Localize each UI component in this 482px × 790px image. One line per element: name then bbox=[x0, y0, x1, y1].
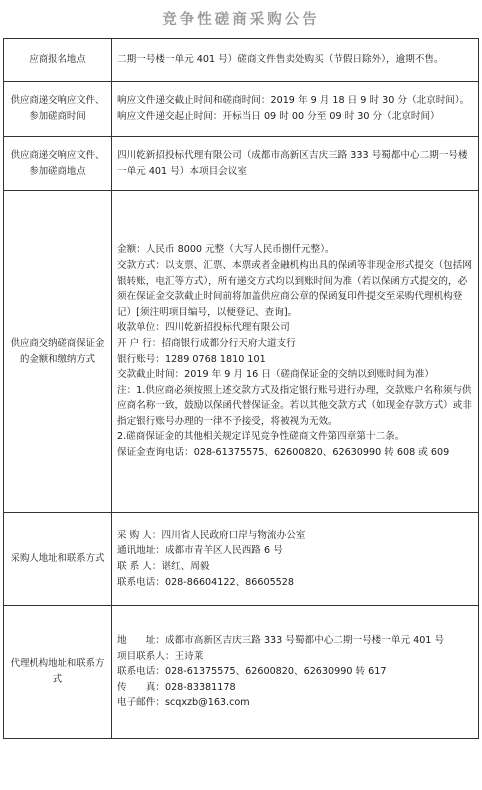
row-content bbox=[112, 82, 479, 137]
deposit-phone: 保证金查询电话：028-61375575、62600820、62630990 转 608 或 609 bbox=[117, 447, 450, 459]
row-purchaser-contact bbox=[4, 513, 479, 606]
row-label: 供应商递交响应文件、参加磋商时间 bbox=[4, 82, 112, 137]
row-submission-time bbox=[4, 82, 479, 137]
agency-contact-person: 项目联系人：王诗莱 bbox=[117, 650, 204, 662]
deposit-note: 注：1.供应商必须按照上述交款方式及指定银行账号进行办理，交款账户名称须与供应商名称一致，鼓励以保函代替保证金。若以其他交款方式（如现金存款方式）或非指定银行账号办理的一律不予接受，将被视为无效。 bbox=[117, 384, 472, 427]
row-submission-location bbox=[4, 137, 479, 191]
row-agency-contact bbox=[4, 606, 479, 739]
agency-address: 地 址：成都市高新区吉庆三路 333 号蜀都中心二期一号楼一单元 401 号 bbox=[117, 635, 445, 647]
purchaser-address: 通讯地址：成都市青羊区人民西路 6 号 bbox=[117, 545, 283, 557]
row-content bbox=[112, 513, 479, 606]
deposit-deadline: 交款截止时间：2019 年 9 月 16 日（磋商保证金的交纳以到账时间为准） bbox=[117, 369, 435, 381]
deposit-method: 交款方式：以支票、汇票、本票或者金融机构出具的保函等非现金形式提交（包括网银转账，电汇等方式），所有递交方式均以到账时间为准（若以保函方式提交的，必须在保证金交款截止时间前将加盖供应商公章的保函复印件提交至采购代理机构登记）[须注明项目编号，以便登记、查询]。 bbox=[117, 259, 472, 318]
purchaser-contact-person: 联 系 人：谌红、周毅 bbox=[117, 561, 210, 572]
row-label: 供应商交纳磋商保证金的金额和缴纳方式 bbox=[4, 191, 112, 513]
bank-account: 银行账号：1289 0768 1810 101 bbox=[117, 353, 266, 365]
deposit-amount: 金额：人民币 8000 元整（大写人民币捌仟元整）。 bbox=[117, 244, 335, 256]
row-label: 应商报名地点 bbox=[4, 39, 112, 82]
agency-fax: 传 真：028-83381178 bbox=[117, 681, 236, 693]
row-registration-location bbox=[4, 39, 479, 82]
agency-phone: 联系电话：028-61375575、62600820、62630990 转 617 bbox=[117, 666, 387, 678]
purchaser-phone: 联系电话：028-86604122、86605528 bbox=[117, 576, 294, 588]
row-label: 供应商递交响应文件、参加磋商地点 bbox=[4, 137, 112, 191]
row-label: 采购人地址和联系方式 bbox=[4, 513, 112, 606]
purchaser-name: 采 购 人：四川省人民政府口岸与物流办公室 bbox=[117, 529, 306, 541]
agency-email: 电子邮件：scqxzb@163.com bbox=[117, 697, 250, 709]
row-content bbox=[112, 137, 479, 191]
announcement-table bbox=[3, 38, 479, 739]
content-line: 二期一号楼一单元 401 号）磋商文件售卖处购买（节假日除外），逾期不售。 bbox=[117, 54, 444, 66]
row-deposit bbox=[4, 191, 479, 513]
row-content bbox=[112, 191, 479, 513]
document-title: 竞争性磋商采购公告 bbox=[162, 12, 320, 28]
row-content bbox=[112, 39, 479, 82]
deposit-note-2: 2.磋商保证金的其他相关规定详见竞争性磋商文件第四章第十二条。 bbox=[117, 431, 405, 443]
row-content bbox=[112, 606, 479, 739]
bank: 开 户 行：招商银行成都分行天府大道支行 bbox=[117, 337, 296, 349]
content-line: 四川乾新招投标代理有限公司（成都市高新区吉庆三路 333 号蜀都中心二期一号楼一单元 401 号）本项目会议室 bbox=[117, 149, 468, 177]
row-label: 代理机构地址和联系方式 bbox=[4, 606, 112, 739]
content-line: 响应文件递交截止时间和磋商时间：2019 年 9 月 18 日 9 时 30 分（北京时间）。 bbox=[117, 95, 470, 107]
content-line: 响应文件递交起止时间：开标当日 09 时 00 分至 09 时 30 分（北京时间） bbox=[117, 111, 440, 122]
payee: 收款单位：四川乾新招投标代理有限公司 bbox=[117, 322, 290, 334]
